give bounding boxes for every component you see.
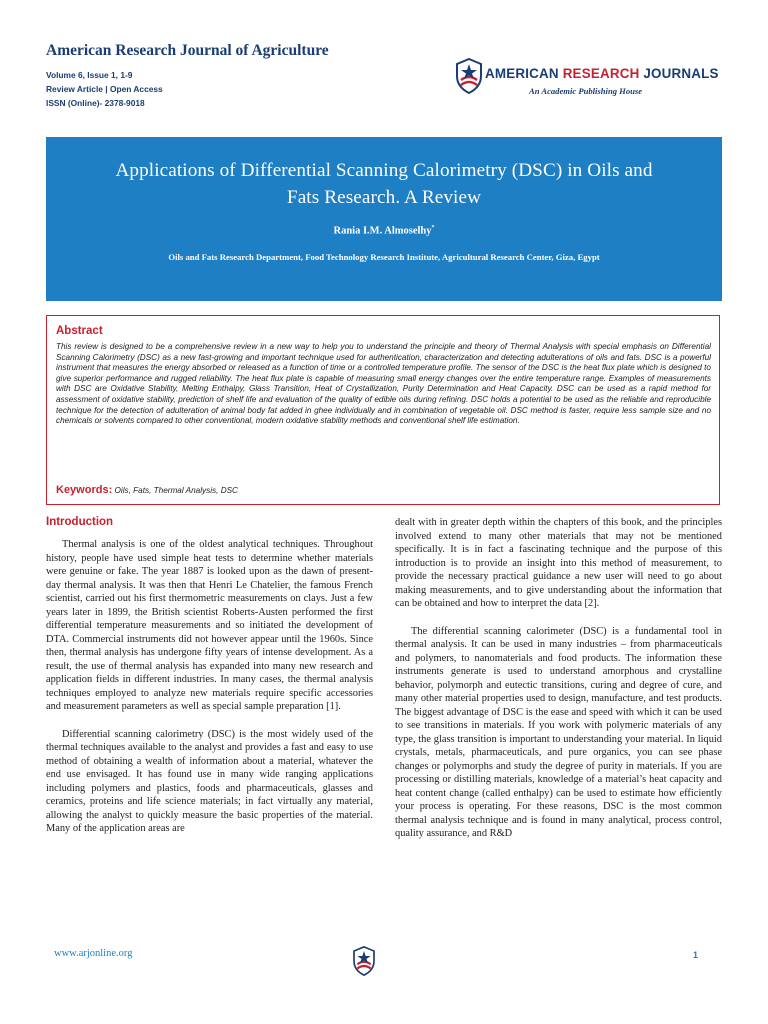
page-number: 1	[693, 950, 699, 960]
keywords-label: Keywords:	[56, 484, 113, 496]
article-type: Review Article | Open Access	[46, 84, 163, 94]
article-title: Applications of Differential Scanning Calorimetry (DSC) in Oils and Fats Research. A Review	[115, 160, 653, 208]
publisher-logo	[455, 56, 725, 104]
journal-title: American Research Journal of Agriculture	[46, 42, 329, 59]
left-column	[46, 538, 373, 836]
paragraph: Thermal analysis is one of the oldest analytical techniques. Throughout history, people have used simple heat tests to determine whether materials were genuine or fake. The year 1887 is looked upon as the dawn of present-day thermal analysis. It was then that Henri Le Chatelier, the famous French scientist, carried out his first thermometric measurements on clays. Just a few years later in 1899, the British scientist Roberts-Austen performed the first differential temperature measurements and so initiated the development of DTA. Commercial instruments did not however appear until the 1960s. Since then, thermal analysis has undergone fifty years of intense development. As a result, the use of thermal analysis has expanded into many new research and application fields in different industries. In many cases, the thermal analysis techniques employed to analyze new materials require specific accessories and measurement parameters as well as special sample preparation [1].	[46, 539, 373, 712]
shield-star-icon	[352, 946, 376, 976]
shield-star-icon	[455, 58, 483, 94]
abstract-box	[46, 315, 720, 505]
paragraph: The differential scanning calorimeter (DSC) is a fundamental tool in thermal analysis. It can be used in many industries – from pharmaceuticals and polymers, to nanomaterials and food products. The information these instruments generate is used to understand amorphous and crystalline behavior, polymorph and eutectic transitions, curing and degree of cure, and many other material properties used to design, manufacture, and test products. The biggest advantage of DSC is the ease and speed with which it can be used to see transitions in materials. If you work with polymeric materials of any type, the glass transition is important to understanding your material. In liquid crystals, metals, pharmaceuticals, and pure organics, you can see phase changes or polymorphs and study the degree of purity in materials. If you are processing or distilling materials, knowledge of a material’s heat capacity and heat content change (called enthalpy) can be used to estimate how efficiently your process is operating. For these reasons, DSC is the most common thermal analysis technique and is found in many analytical, process control, quality assurance, and R&D	[395, 625, 722, 839]
title-banner	[46, 137, 722, 301]
right-column	[395, 516, 722, 841]
logo-tagline: An Academic Publishing House	[529, 86, 643, 96]
issn: ISSN (Online)- 2378-9018	[46, 98, 145, 108]
abstract-heading: Abstract	[56, 325, 103, 337]
logo-wordmark: AMERICAN RESEARCH JOURNALS	[485, 66, 719, 81]
keywords-list: Oils, Fats, Thermal Analysis, DSC	[114, 486, 238, 495]
author: Rania I.M. Almoselhy*	[333, 225, 435, 237]
volume-info: Volume 6, Issue 1, 1-9	[46, 70, 133, 80]
footer-website-link[interactable]: www.arjonline.org	[54, 948, 133, 959]
abstract-text: This review is designed to be a comprehensive review in a new way to help you to understand the principle and theory of Thermal Analysis with special emphasis on Differential Scanning Calorimetry (DSC) as a new fast-growing and important technique used for authentication, characterization and detecting adulterations of oils and fats. DSC is a powerful instrument that measures the energy absorbed or released as a function of time or a controlled temperature profile. The sensor of the DSC is the heat flux plate which is designed to give superior performance and rugged reliability. The heat flux plate is capable of measuring small energy changes over the entire temperature range. Examples of measurements with DSC are Oxidative Stability, Melting Enthalpy, Glass Transition, Heat of Crystallization, Purity Determination and Heat Capacity. DSC can be used as a rapid method for assessment of oxidative stability, prediction of shelf life and evaluation of the quality of edible oils during refining. DSC holds a potential to be used as the reliable and reproducible technique for the detection of adulteration of animal body fat added in ghee individually and in combination of vegetable oil. DSC method is faster, require less sample size and no chemicals or solvents compared to other conventional, modern oxidative stability methods and conventional shelf life estimation.	[56, 342, 711, 426]
keywords	[56, 484, 238, 496]
introduction-heading: Introduction	[46, 516, 114, 528]
paragraph: dealt with in greater depth within the chapters of this book, and the principles involved extend to many other materials that may not be mentioned specifically. It is in fact a fascinating technique and the purpose of this introduction is to provide an insight into this method of measurement, to provide the necessary practical guidance a new user will need to go about making measurements, and to give understanding about the information that can be obtained and how to interpret the data [2].	[395, 517, 722, 609]
paragraph: Differential scanning calorimetry (DSC) is the most widely used of the thermal techniques available to the analyst and provides a fast and easy to use method of obtaining a wealth of information about a material, whatever the end use envisaged. It has found use in many wide ranging applications including polymers and plastics, foods and pharmaceuticals, glasses and ceramics, proteins and life science materials; in fact virtually any material, allowing the analyst to quickly measure the basic properties of the material. Many of the application areas are	[46, 728, 373, 834]
affiliation: Oils and Fats Research Department, Food Technology Research Institute, Agricultural Research Center, Giza, Egypt	[168, 252, 600, 262]
